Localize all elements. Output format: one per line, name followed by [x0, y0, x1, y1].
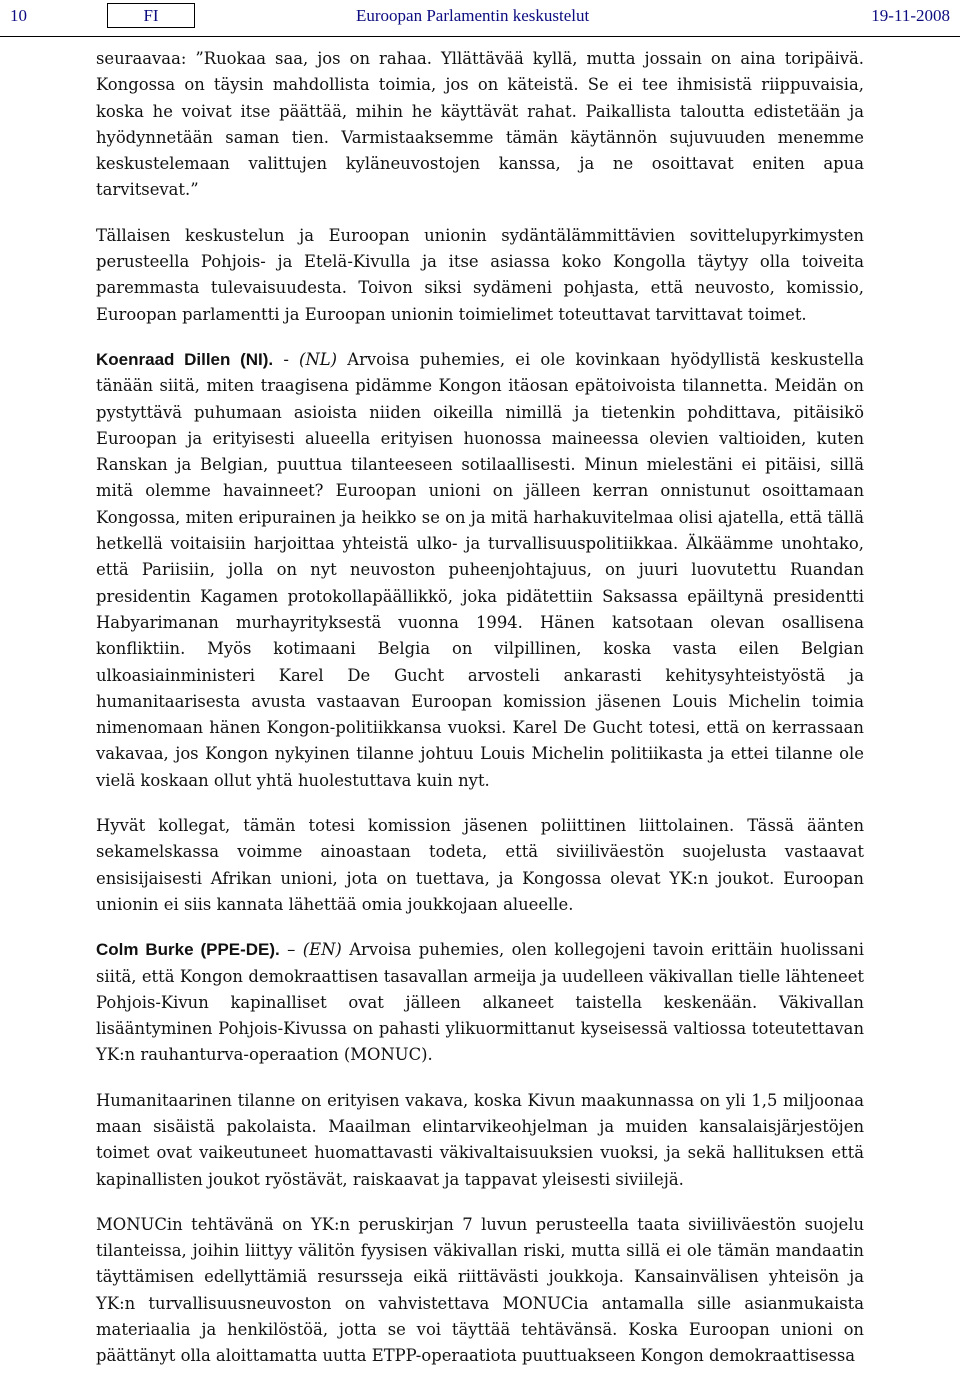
- document-date: 19-11-2008: [871, 6, 950, 25]
- paragraph-text: Arvoisa puhemies, ei ole kovinkaan hyödyllistä keskustella tänään siitä, miten traagisena pidämme Kongon itäosan epätoivoista tilannetta. Meidän on pystyttävä puhumaan asioista niiden oikeilla nimillä ja tietenkin pohdittava, pitäisikö Euroopan ja erityisesti alueella erityisen huonossa maineessa olevien valtioiden, kuten Ranskan ja Belgian, puuttua tilanteeseen sotilaallisesti. Minun mielestäni ei pitäisi, sillä mitä olemme havainneet? Euroopan unioni on jälleen kerran onnistunut osoittamaan Kongossa, miten eripurainen ja heikko se on ja mitä harhakuvitelmaa olisi ajatella, että tällä hetkellä voitaisiin harjoittaa yhteistä ulko- ja turvallisuuspolitiikkaa. Älkäämme unohtako, että Pariisiin, jolla on nyt neuvoston puheenjohtajuus, on juuri luovutettu Ruandan presidentin Kagamen protokollapäällikkö, joka pidätettiin Saksassa epäiltynä presidentti Habyarimanan murhayrityksestä vuonna 1994. Hänen katsotaan olevan osallisena konfliktiin. Myös kotimaani Belgia on vilpillinen, koska vasta eilen Belgian ulkoasiainministeri Karel De Gucht arvosteli ankarasti kehitysyhteistyöstä ja humanitaarisesta avusta vastaavan Euroopan komission jäsenen Louis Michelin toimia nimenomaan hänen Kongon-politiikkansa vuoksi. Karel De Gucht totesi, että on kerrassaan vakavaa, jos Kongon nykyinen tilanne johtuu Louis Michelin politiikasta ja ettei tilanne ole vielä koskaan ollut yhtä huolestuttava kuin nyt.: [96, 349, 865, 790]
- speaker-separator: –: [287, 940, 296, 960]
- paragraph-text: Humanitaarinen tilanne on erityisen vakava, koska Kivun maakunnassa on yli 1,5 miljoonaa maan sisäistä pakolaista. Maailman elintarvikeohjelman ja muiden kansalaisjärjestöjen toimet ovat vaikeutuneet huomattavasti väkivaltaisuuksien vuoksi, ja sekä hallituksen että kapinallisten joukot ryöstävät, raiskaavat ja tappavat yleisesti siviilejä.: [96, 1090, 864, 1189]
- document-body: [96, 46, 864, 1389]
- paragraph-text: Arvoisa puhemies, olen kollegojeni tavoin erittäin huolissani siitä, että Kongon demokraattisen tasavallan armeija ja uudelleen väkivallan tielle lähteneet Pohjois-Kivun kapinalliset ovat jälleen alkaneet taistella keskenään. Väkivallan lisääntyminen Pohjois-Kivussa on pahasti ylikuormittanut kyseisessä valtiossa toteutettavan YK:n rauhanturva-operaation (MONUC).: [96, 940, 864, 1065]
- paragraph-text: Tällaisen keskustelun ja Euroopan unionin sydäntälämmittävien sovittelupyrkimysten perusteella Pohjois- ja Etelä-Kivulla ja itse asiassa koko Kongolla täytyy olla toiveita paremmasta tulevaisuudesta. Toivon siksi sydämeni pohjasta, että neuvosto, komissio, Euroopan parlamentti ja Euroopan unionin toimielimet toteuttavat tarvittavat toimet.: [96, 225, 864, 324]
- page-number: 10: [10, 6, 27, 25]
- speaker-name: Colm Burke (PPE-DE).: [96, 940, 280, 960]
- paragraph-text: Hyvät kollegat, tämän totesi komission jäsenen poliittinen liittolainen. Tässä äänten sekamelskassa voimme ainoastaan todeta, että siviiliväestön suojelusta vastaavat ensisijaisesti Afrikan unioni, jota on tuettava, ja Kongossa olevat YK:n joukot. Euroopan unionin ei siis kannata lähettää omia joukkojaan alueelle.: [96, 816, 864, 914]
- document-title: Euroopan Parlamentin keskustelut: [356, 6, 590, 25]
- paragraph: [96, 1212, 864, 1370]
- paragraph: [96, 1088, 864, 1193]
- speech-language: (EN): [302, 940, 342, 960]
- page-header: [0, 0, 960, 37]
- speaker-name: Koenraad Dillen (NI).: [96, 349, 274, 369]
- paragraph: [96, 223, 864, 328]
- paragraph: [96, 813, 864, 918]
- language-code: FI: [107, 3, 195, 28]
- speech-paragraph: [96, 937, 864, 1068]
- speaker-separator: -: [283, 349, 289, 369]
- paragraph-text: seuraavaa: ”Ruokaa saa, jos on rahaa. Yllättävää kyllä, mutta jossain on aina toripäivä. Kongossa on täysin mahdollista toimia, jos on käteistä. Se ei tee ihmisistä riippuvaisia, koska he voivat itse päättää, mihin he käyttävät rahat. Paikallista taloutta edistetään ja hyödynnetään saman tien. Varmistaaksemme tämän käytännön sujuvuuden menemme keskustelemaan valittujen kyläneuvostojen kanssa, ja ne osoittavat eniten apua tarvitsevat.”: [96, 49, 864, 200]
- speech-language: (NL): [299, 349, 338, 369]
- paragraph: [96, 46, 864, 204]
- speech-paragraph: [96, 347, 864, 794]
- paragraph-text: MONUCin tehtävänä on YK:n peruskirjan 7 luvun perusteella taata siviiliväestön suojelu tilanteissa, joihin liittyy välitön fyysisen väkivallan riski, mutta sillä ei ole tämän mandaatin täyttämisen edellyttämiä resursseja eikä riittävästi joukkoja. Kansainvälisen yhteisön ja YK:n turvallisuusneuvoston on vahvistettava MONUCia antamalla sille asianmukaista materiaalia ja henkilöstöä, jotta se voi täyttää tehtävänsä. Koska Euroopan unioni on päättänyt olla aloittamatta uutta ETPP-operaatiota puuttuakseen Kongon demokraattisessa: [96, 1214, 864, 1366]
